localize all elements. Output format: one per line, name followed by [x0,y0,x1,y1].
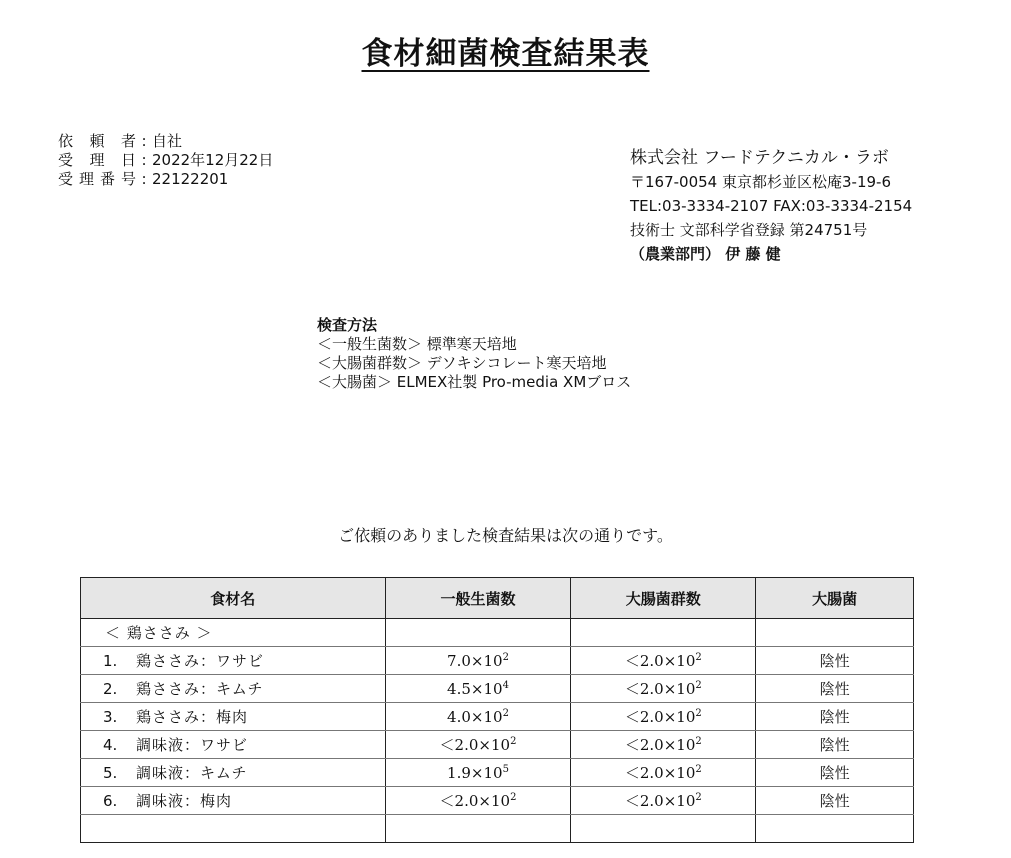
receipt-number-value: 22122201 [152,170,229,188]
food-name: 鶏ささみ：梅肉 [136,708,249,726]
requester-row [58,132,273,151]
value-exponent: 2 [695,736,702,747]
times-ten: ×10 [663,764,696,782]
value-prefix: ＜ [624,764,640,782]
food-name: 調味液：梅肉 [136,792,233,810]
receipt-date-label: 受 理 日 [58,151,136,169]
food-name-cell [81,675,386,703]
value-mantissa: 2.0 [639,736,664,754]
request-info [58,132,273,189]
general-bacteria-cell [385,759,571,787]
ecoli-cell: 陰性 [756,759,914,787]
receipt-number-row [58,170,273,189]
empty-cell [571,619,756,647]
times-ten: ×10 [478,736,511,754]
table-row [81,731,914,759]
company-division-person: （農業部門） 伊 藤 健 [630,245,781,263]
header-general-bacteria: 一般生菌数 [385,578,571,619]
value-exponent: 2 [502,651,509,663]
general-bacteria-cell [385,787,571,815]
value-exponent: 4 [502,679,509,691]
table-row [81,787,914,815]
ecoli-cell: 陰性 [756,703,914,731]
ecoli-cell: 陰性 [756,647,914,675]
company-registration: 技術士 文部科学省登録 第24751号 [630,221,868,239]
times-ten: ×10 [663,680,696,698]
empty-cell [571,815,756,843]
method-line: ＜大腸菌＞ ELMEX社製 Pro-media XMブロス [317,373,632,391]
value-prefix: ＜ [624,652,640,670]
receipt-date-row [58,151,273,170]
value-mantissa: 2.0 [639,708,664,726]
times-ten: ×10 [663,792,696,810]
value-prefix: ＜ [624,708,640,726]
times-ten: ×10 [663,652,696,670]
general-bacteria-cell [385,731,571,759]
company-block [630,146,912,266]
general-bacteria-cell [385,675,571,703]
coliform-count-cell [571,731,756,759]
row-number: 1. [103,652,118,670]
value-exponent: 2 [695,708,702,719]
value-exponent: 2 [695,792,702,803]
empty-row [81,815,914,843]
group-row [81,619,914,647]
times-ten: ×10 [470,679,503,698]
ecoli-cell: 陰性 [756,675,914,703]
times-ten: ×10 [470,651,503,670]
food-name: 鶏ささみ：ワサビ [136,652,265,670]
coliform-count-cell [571,703,756,731]
coliform-count-cell [571,787,756,815]
ecoli-cell: 陰性 [756,787,914,815]
value-mantissa: 2.0 [639,764,664,782]
table-row [81,675,914,703]
value-mantissa: 2.0 [454,736,479,754]
company-address: 〒167-0054 東京都杉並区松庵3-19-6 [630,173,891,191]
value-mantissa: 1.9 [447,763,471,782]
receipt-number-label: 受理番号 [58,170,136,188]
value-prefix: ＜ [439,792,455,810]
intro-text: ご依頼のありました検査結果は次の通りです。 [338,526,673,545]
times-ten: ×10 [478,792,511,810]
coliform-count-cell [571,647,756,675]
value-prefix: ＜ [624,680,640,698]
food-name-cell [81,759,386,787]
row-number: 5. [103,764,118,782]
coliform-count-cell [571,759,756,787]
title-text: 食材細菌検査結果表 [361,36,650,72]
row-number: 3. [103,708,118,726]
table-header-row [81,578,914,619]
table-row [81,703,914,731]
table-row [81,647,914,675]
method-line: ＜大腸菌群数＞ デソキシコレート寒天培地 [317,354,607,372]
food-name: 鶏ささみ：キムチ [136,680,264,698]
food-name-cell [81,787,386,815]
value-mantissa: 2.0 [639,680,664,698]
value-mantissa: 2.0 [454,792,479,810]
times-ten: ×10 [663,736,696,754]
times-ten: ×10 [470,763,503,782]
value-exponent: 2 [695,652,702,663]
group-label: ＜ 鶏ささみ ＞ [81,619,386,647]
value-mantissa: 2.0 [639,652,664,670]
food-name: 調味液：ワサビ [136,736,249,754]
company-name: 株式会社 フードテクニカル・ラボ [630,148,889,168]
coliform-count-cell [571,675,756,703]
empty-cell [81,815,386,843]
separator: : [141,151,147,169]
empty-cell [385,619,571,647]
empty-cell [756,619,914,647]
row-number: 6. [103,792,118,810]
requester-label: 依 頼 者 [58,132,136,150]
general-bacteria-cell [385,703,571,731]
test-method-block [317,316,631,392]
method-heading: 検査方法 [317,316,378,334]
separator: : [141,170,147,188]
value-mantissa: 7.0 [447,651,471,670]
value-exponent: 2 [510,736,517,747]
ecoli-cell: 陰性 [756,731,914,759]
empty-cell [385,815,571,843]
food-name-cell [81,647,386,675]
row-number: 2. [103,680,118,698]
value-exponent: 5 [502,763,509,775]
value-prefix: ＜ [439,736,455,754]
food-name-cell [81,703,386,731]
empty-cell [756,815,914,843]
company-tel-fax: TEL:03-3334-2107 FAX:03-3334-2154 [630,197,913,215]
table-row [81,759,914,787]
value-exponent: 2 [510,792,517,803]
receipt-date-value: 2022年12月22日 [152,151,274,169]
general-bacteria-cell [385,647,571,675]
food-name: 調味液：キムチ [136,764,248,782]
value-exponent: 2 [695,764,702,775]
requester-value: 自社 [152,132,183,150]
value-mantissa: 4.0 [447,707,471,726]
method-line: ＜一般生菌数＞ 標準寒天培地 [317,335,517,353]
separator: : [141,132,147,150]
value-mantissa: 2.0 [639,792,664,810]
row-number: 4. [103,736,118,754]
value-exponent: 2 [695,680,702,691]
value-mantissa: 4.5 [447,679,471,698]
food-name-cell [81,731,386,759]
document-title [0,28,1011,73]
times-ten: ×10 [663,708,696,726]
results-table [80,577,914,843]
header-coliform-count: 大腸菌群数 [571,578,756,619]
value-exponent: 2 [502,707,509,719]
times-ten: ×10 [470,707,503,726]
value-prefix: ＜ [624,736,640,754]
header-food-name: 食材名 [81,578,386,619]
value-prefix: ＜ [624,792,640,810]
header-ecoli: 大腸菌 [756,578,914,619]
